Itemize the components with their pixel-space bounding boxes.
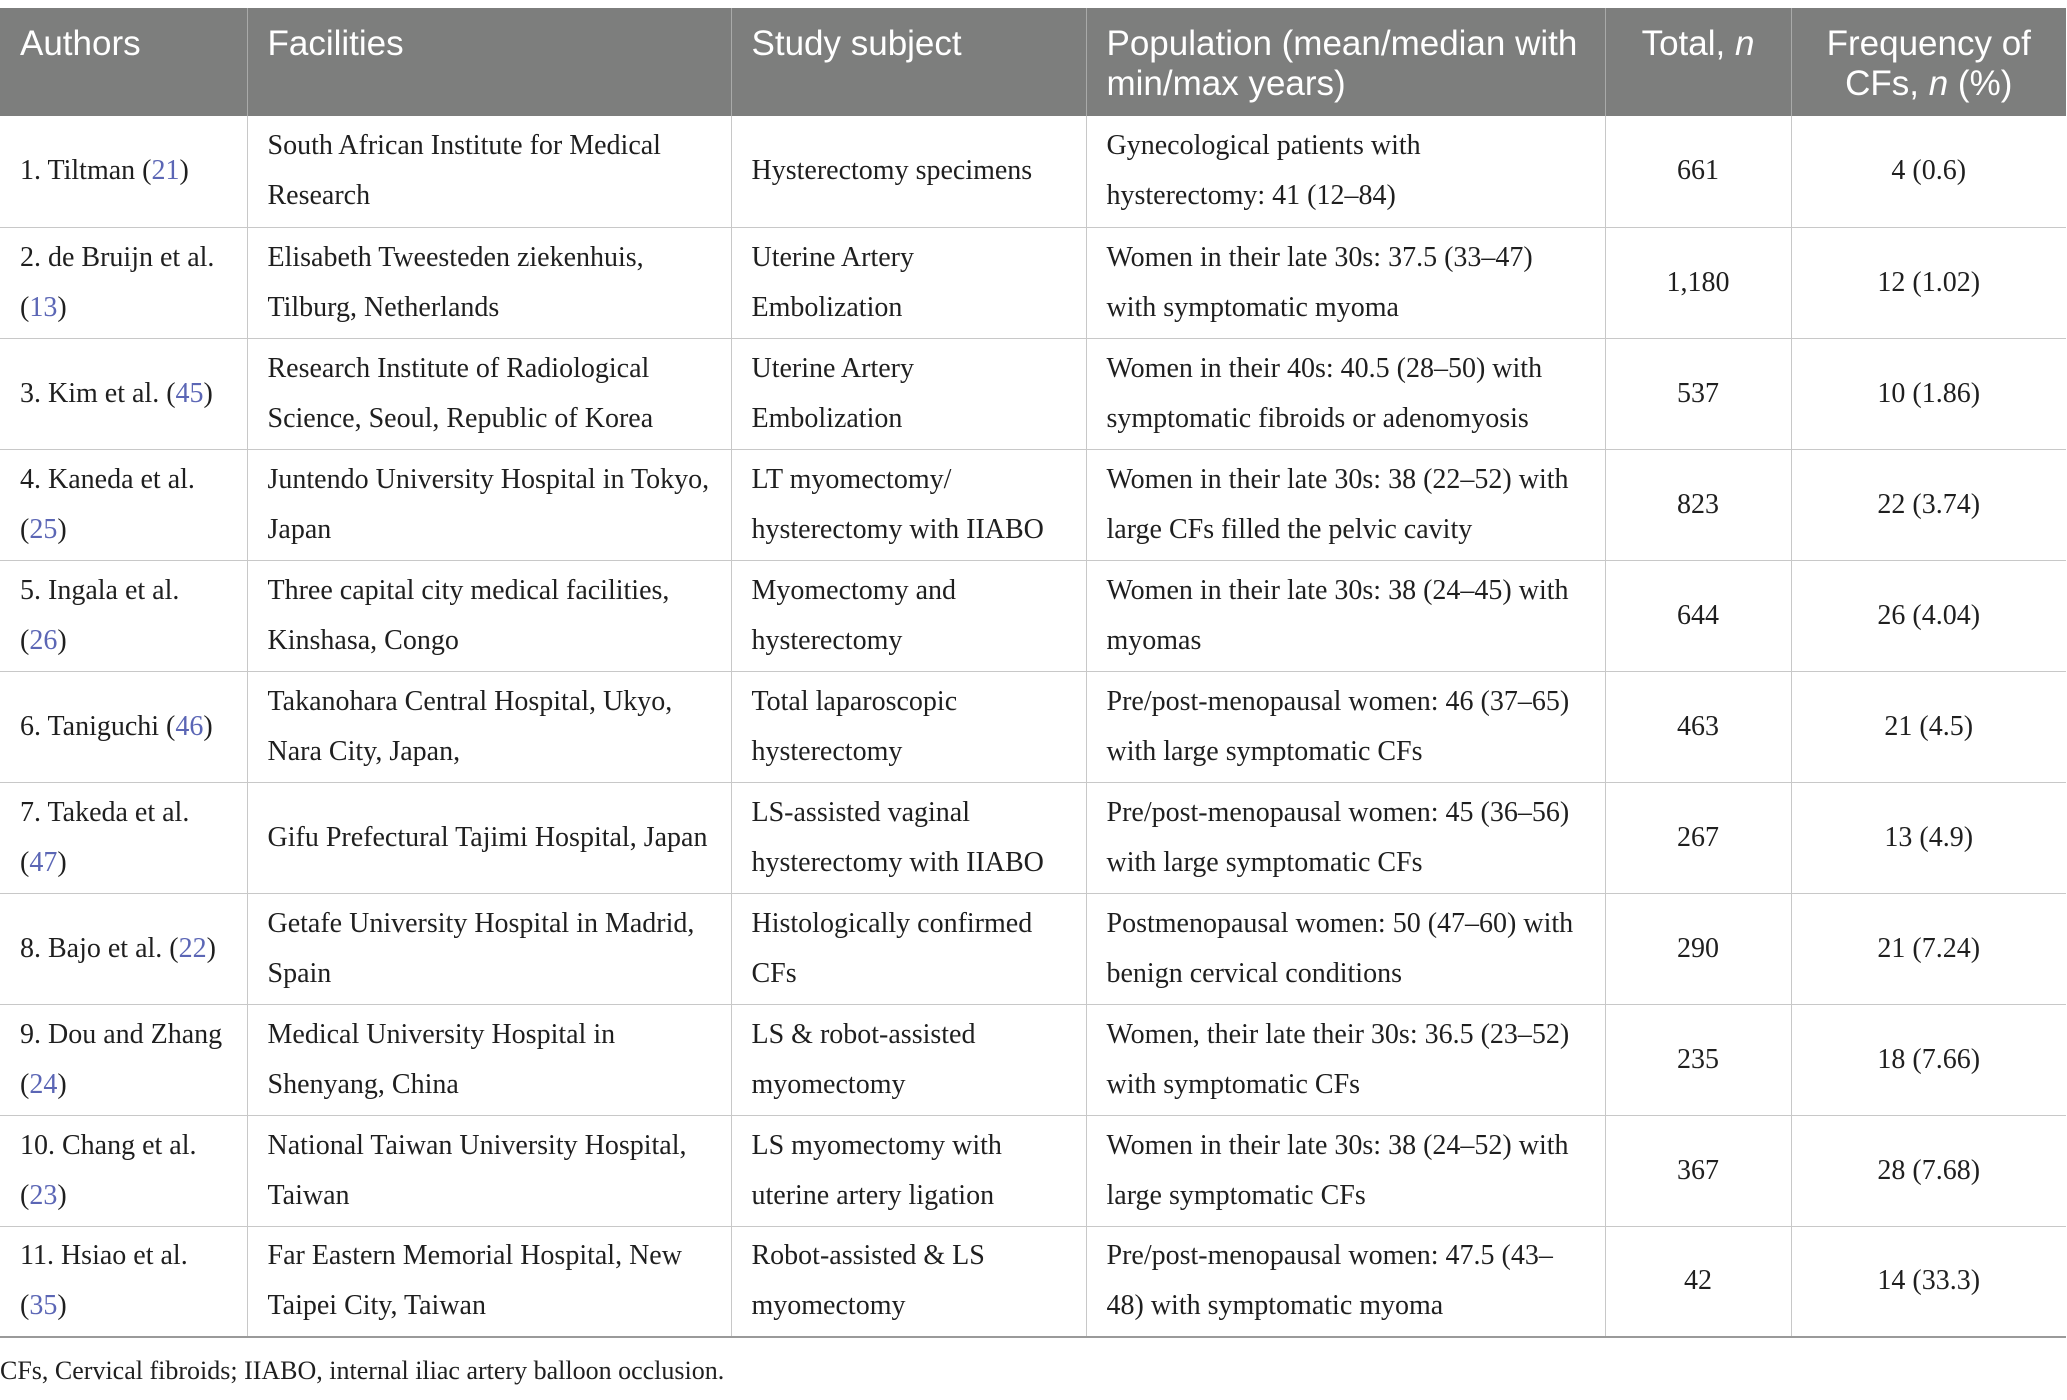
cell-population: Postmenopausal women: 50 (47–60) with benign cervical conditions [1086,893,1605,1004]
cell-frequency: 13 (4.9) [1791,782,2066,893]
cell-total: 537 [1605,338,1791,449]
reference-link[interactable]: 25 [29,513,58,545]
reference-link[interactable]: 26 [29,624,58,656]
cell-facility: Research Institute of Radiological Science, Seoul, Republic of Korea [247,338,731,449]
cell-total: 367 [1605,1115,1791,1226]
cell-study-subject: Uterine Artery Embolization [731,227,1086,338]
cell-population: Gynecological patients with hysterectomy: 41 (12–84) [1086,116,1605,227]
header-row [0,8,2066,116]
cell-facility: Elisabeth Tweesteden ziekenhuis, Tilburg, Netherlands [247,227,731,338]
table-row [0,449,2066,560]
cell-facility: Gifu Prefectural Tajimi Hospital, Japan [247,782,731,893]
table-row [0,338,2066,449]
reference-link[interactable]: 22 [178,932,207,964]
cell-author: 5. Ingala et al. (26) [0,560,247,671]
table-row [0,116,2066,227]
cell-frequency: 4 (0.6) [1791,116,2066,227]
cell-total: 235 [1605,1004,1791,1115]
cell-frequency: 26 (4.04) [1791,560,2066,671]
reference-link[interactable]: 35 [29,1290,58,1322]
table-row [0,671,2066,782]
cell-study-subject: Robot-assisted & LS myomectomy [731,1226,1086,1337]
table-footnote: CFs, Cervical fibroids; IIABO, internal iliac artery balloon occlusion. [0,1356,725,1385]
cell-frequency: 28 (7.68) [1791,1115,2066,1226]
cell-study-subject: Uterine Artery Embolization [731,338,1086,449]
cell-frequency: 21 (7.24) [1791,893,2066,1004]
reference-link[interactable]: 24 [29,1068,58,1100]
cell-study-subject: Hysterectomy specimens [731,116,1086,227]
cell-population: Pre/post-menopausal women: 47.5 (43–48) with symptomatic myoma [1086,1226,1605,1337]
table-row [0,560,2066,671]
cell-total: 290 [1605,893,1791,1004]
cell-study-subject: LS myomectomy with uterine artery ligation [731,1115,1086,1226]
header-facilities: Facilities [247,8,731,116]
cell-facility: Juntendo University Hospital in Tokyo, Japan [247,449,731,560]
cell-frequency: 18 (7.66) [1791,1004,2066,1115]
cell-frequency: 22 (3.74) [1791,449,2066,560]
cell-population: Women in their late 30s: 38 (24–52) with large symptomatic CFs [1086,1115,1605,1226]
cell-frequency: 12 (1.02) [1791,227,2066,338]
cell-total: 267 [1605,782,1791,893]
cell-facility: Three capital city medical facilities, Kinshasa, Congo [247,560,731,671]
header-authors: Authors [0,8,247,116]
cell-population: Women in their late 30s: 38 (24–45) with myomas [1086,560,1605,671]
cell-author: 2. de Bruijn et al. (13) [0,227,247,338]
table-row [0,227,2066,338]
cell-total: 661 [1605,116,1791,227]
header-frequency: Frequency of CFs, n (%) [1791,8,2066,116]
reference-link[interactable]: 23 [29,1179,58,1211]
cell-population: Pre/post-menopausal women: 46 (37–65) with large symptomatic CFs [1086,671,1605,782]
reference-link[interactable]: 13 [29,291,58,323]
cell-population: Women, their late their 30s: 36.5 (23–52) with symptomatic CFs [1086,1004,1605,1115]
cell-facility: Medical University Hospital in Shenyang, China [247,1004,731,1115]
cell-author: 11. Hsiao et al. (35) [0,1226,247,1337]
cell-facility: Getafe University Hospital in Madrid, Spain [247,893,731,1004]
cell-author: 9. Dou and Zhang (24) [0,1004,247,1115]
header-total: Total, n [1605,8,1791,116]
cell-facility: Takanohara Central Hospital, Ukyo, Nara City, Japan, [247,671,731,782]
cell-total: 823 [1605,449,1791,560]
cell-facility: Far Eastern Memorial Hospital, New Taipei City, Taiwan [247,1226,731,1337]
cell-study-subject: Total laparoscopic hysterectomy [731,671,1086,782]
cell-facility: South African Institute for Medical Research [247,116,731,227]
cell-population: Women in their late 30s: 37.5 (33–47) with symptomatic myoma [1086,227,1605,338]
cell-author: 4. Kaneda et al. (25) [0,449,247,560]
cell-total: 42 [1605,1226,1791,1337]
cell-study-subject: LS-assisted vaginal hysterectomy with IIABO [731,782,1086,893]
table-row [0,893,2066,1004]
reference-link[interactable]: 46 [175,710,204,742]
cell-frequency: 10 (1.86) [1791,338,2066,449]
cell-author: 1. Tiltman (21) [0,116,247,227]
table-row [0,1115,2066,1226]
cell-study-subject: Histologically confirmed CFs [731,893,1086,1004]
reference-link[interactable]: 47 [29,846,58,878]
cell-study-subject: LT myomectomy/ hysterectomy with IIABO [731,449,1086,560]
cell-total: 463 [1605,671,1791,782]
header-population: Population (mean/median with min/max years) [1086,8,1605,116]
cell-study-subject: LS & robot-assisted myomectomy [731,1004,1086,1115]
cell-author: 8. Bajo et al. (22) [0,893,247,1004]
table-row [0,782,2066,893]
reference-link[interactable]: 45 [175,377,204,409]
cell-author: 3. Kim et al. (45) [0,338,247,449]
table-row [0,1004,2066,1115]
cell-study-subject: Myomectomy and hysterectomy [731,560,1086,671]
studies-table [0,8,2066,1338]
cell-total: 644 [1605,560,1791,671]
reference-link[interactable]: 21 [151,155,180,187]
cell-frequency: 14 (33.3) [1791,1226,2066,1337]
cell-population: Women in their 40s: 40.5 (28–50) with symptomatic fibroids or adenomyosis [1086,338,1605,449]
table-row [0,1226,2066,1337]
table-body [0,116,2066,1337]
cell-author: 7. Takeda et al. (47) [0,782,247,893]
cell-population: Pre/post-menopausal women: 45 (36–56) with large symptomatic CFs [1086,782,1605,893]
cell-total: 1,180 [1605,227,1791,338]
cell-author: 6. Taniguchi (46) [0,671,247,782]
cell-facility: National Taiwan University Hospital, Taiwan [247,1115,731,1226]
header-study-subject: Study subject [731,8,1086,116]
cell-population: Women in their late 30s: 38 (22–52) with large CFs filled the pelvic cavity [1086,449,1605,560]
cell-author: 10. Chang et al. (23) [0,1115,247,1226]
cell-frequency: 21 (4.5) [1791,671,2066,782]
